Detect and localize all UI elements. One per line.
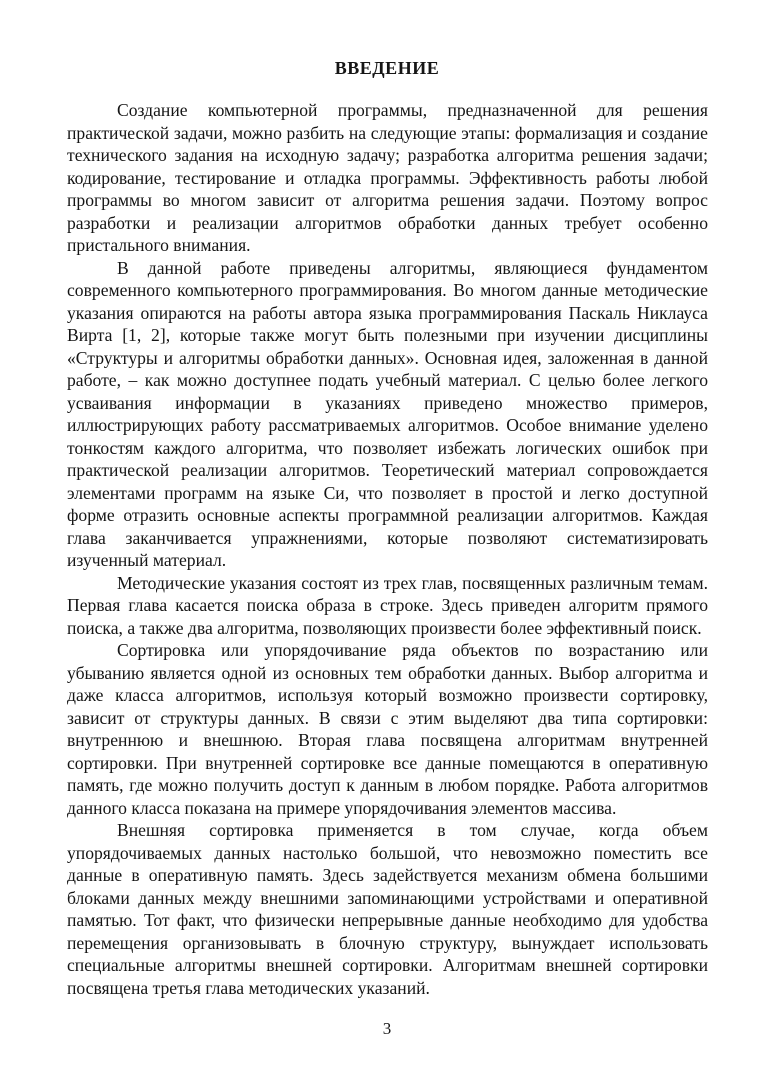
section-title: ВВЕДЕНИЕ — [334, 58, 440, 78]
body-text — [67, 99, 708, 999]
paragraph-1: Создание компьютерной программы, предназначенной для решения практической задачи, можно разбить на следующие этапы: формализация и создание технического задания на исходную задачу; разработка алгоритма решения задачи; кодирование, тестирование и отладка программы. Эффективность работы любой программы во многом зависит от алгоритма решения задачи. Поэтому вопрос разработки и реализации алгоритмов обработки данных требует особенно пристального внимания. — [67, 100, 708, 255]
paragraph-3: Методические указания состоят из трех глав, посвященных различным темам. Первая глава касается поиска образа в строке. Здесь приведен алгоритм прямого поиска, а также два алгоритма, позволяющих произвести более эффективный поиск. — [67, 572, 708, 638]
paragraph-2: В данной работе приведены алгоритмы, являющиеся фундаментом современного компьютерного программирования. Во многом данные методические указания опираются на работы автора языка программирования Паскаль Никлауса Вирта [1, 2], которые также могут быть полезными при изучении дисциплины «Структуры и алгоритмы обработки данных». Основная идея, заложенная в данной работе, – как можно доступнее подать учебный материал. С целью более легкого усваивания информации в указаниях приведено множество примеров, иллюстрирующих работу рассматриваемых алгоритмов. Особое внимание уделено тонкостям каждого алгоритма, что позволяет избежать логических ошибок при практической реализации алгоритмов. Теоретический материал сопровождается элементами программ на языке Си, что позволяет в простой и легко доступной форме отразить основные аспекты программной реализации алгоритмов. Каждая глава заканчивается упражнениями, которые позволяют систематизировать изученный материал. — [67, 257, 708, 570]
paragraph-5: Внешняя сортировка применяется в том случае, когда объем упорядочиваемых данных настолько большой, что невозможно поместить все данные в оперативную память. Здесь задействуется механизм обмена большими блоками данных между внешними запоминающими устройствами и оперативной памятью. Тот факт, что физически непрерывные данные необходимо для удобства перемещения организовывать в блочную структуру, вынуждает использовать специальные алгоритмы внешней сортировки. Алгоритмам внешней сортировки посвящена третья глава методических указаний. — [67, 820, 708, 998]
paragraph-4: Сортировка или упорядочивание ряда объектов по возрастанию или убыванию является одной из основных тем обработки данных. Выбор алгоритма и даже класса алгоритмов, используя который возможно произвести сортировку, зависит от структуры данных. В связи с этим выделяют два типа сортировки: внутреннюю и внешнюю. Вторая глава посвящена алгоритмам внутренней сортировки. При внутренней сортировке все данные помещаются в оперативную память, где можно получить доступ к данным в любом порядке. Работа алгоритмов данного класса показана на примере упорядочивания элементов массива. — [67, 640, 708, 818]
page-number: 3 — [382, 1019, 392, 1038]
